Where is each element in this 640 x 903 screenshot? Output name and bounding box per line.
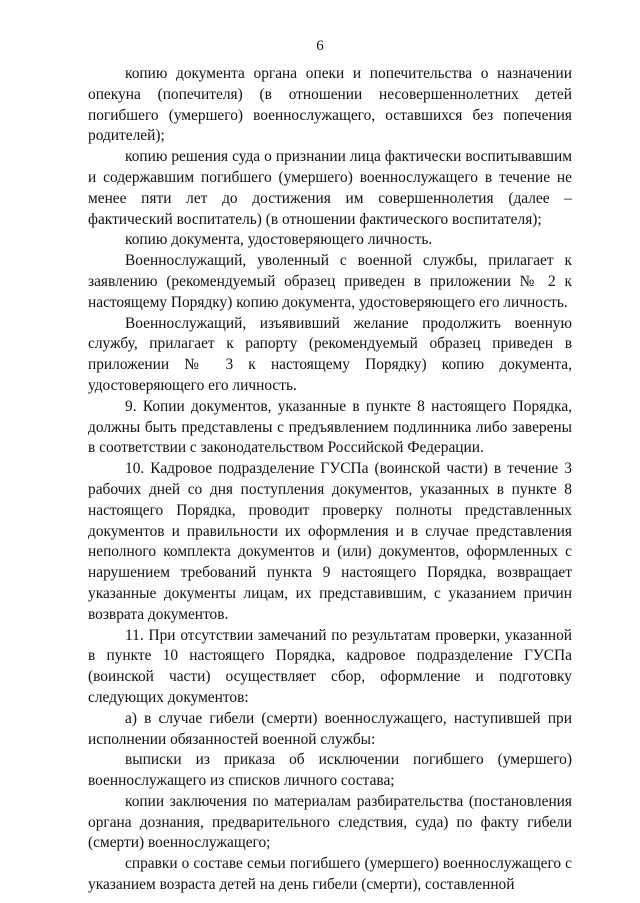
paragraph-identity-document: копию документа, удостоверяющего личность. — [125, 231, 433, 249]
paragraph-order-extract: выписки из приказа об исключении погибшего (умершего) военнослужащего из списков личного состава; — [88, 751, 572, 790]
paragraph-item-11: 11. При отсутствии замечаний по результатам проверки, указанной в пункте 10 настоящего Порядка, кадровое подразделение ГУСПа (воинской части) осуществляет сбор, оформление и подготовку следующих документов: — [88, 626, 572, 706]
paragraph-item-10: 10. Кадровое подразделение ГУСПа (воинской части) в течение 3 рабочих дней со дня поступления документов, указанных в пункте 8 настоящего Порядка, проводит проверку полноты представленных документов и правильности их оформления и в случае представления неполного комплекта документов и (или) документов, оформленных с нарушением требований пункта 9 настоящего Порядка, возвращает указанные документы лицам, их представившим, с указанием причин возврата документов. — [88, 460, 572, 623]
paragraph-guardianship-document: копию документа органа опеки и попечительства о назначении опекуна (попечителя) (в отношении несовершеннолетних детей погибшего (умершего) военнослужащего, оставшихся без попечения родителей); — [88, 65, 572, 145]
paragraph-court-decision: копию решения суда о признании лица фактически воспитывавшим и содержавшим погибшего (умершего) военнослужащего в течение не менее пяти лет до достижения им совершеннолетия (далее – фактический воспитатель) (в отношении фактического воспитателя); — [88, 148, 572, 228]
paragraph-item-9: 9. Копии документов, указанные в пункте 8 настоящего Порядка, должны быть представлены с предъявлением подлинника либо заверены в соответствии с законодательством Российской Федерации. — [88, 397, 572, 457]
paragraph-family-certificate: справки о составе семьи погибшего (умершего) военнослужащего с указанием возраста детей на день гибели (смерти), составленной — [88, 855, 572, 894]
paragraph-item-11-a: а) в случае гибели (смерти) военнослужащего, наступившей при исполнении обязанностей военной службы: — [88, 709, 572, 748]
page-number: 6 — [316, 38, 324, 54]
paragraph-discharged-serviceman: Военнослужащий, уволенный с военной службы, прилагает к заявлению (рекомендуемый образец приведен в приложении № 2 к настоящему Порядку) копию документа, удостоверяющего его личность. — [88, 252, 572, 311]
paragraph-investigation-conclusion: копии заключения по материалам разбирательства (постановления органа дознания, предварительного следствия, суда) по факту гибели (смерти) военнослужащего; — [88, 792, 572, 852]
paragraph-continuing-serviceman: Военнослужащий, изъявивший желание продолжить военную службу, прилагает к рапорту (рекомендуемый образец приведен в приложении № 3 к настоящему Порядку) копию документа, удостоверяющего его личность. — [88, 314, 572, 394]
document-body — [88, 64, 572, 896]
